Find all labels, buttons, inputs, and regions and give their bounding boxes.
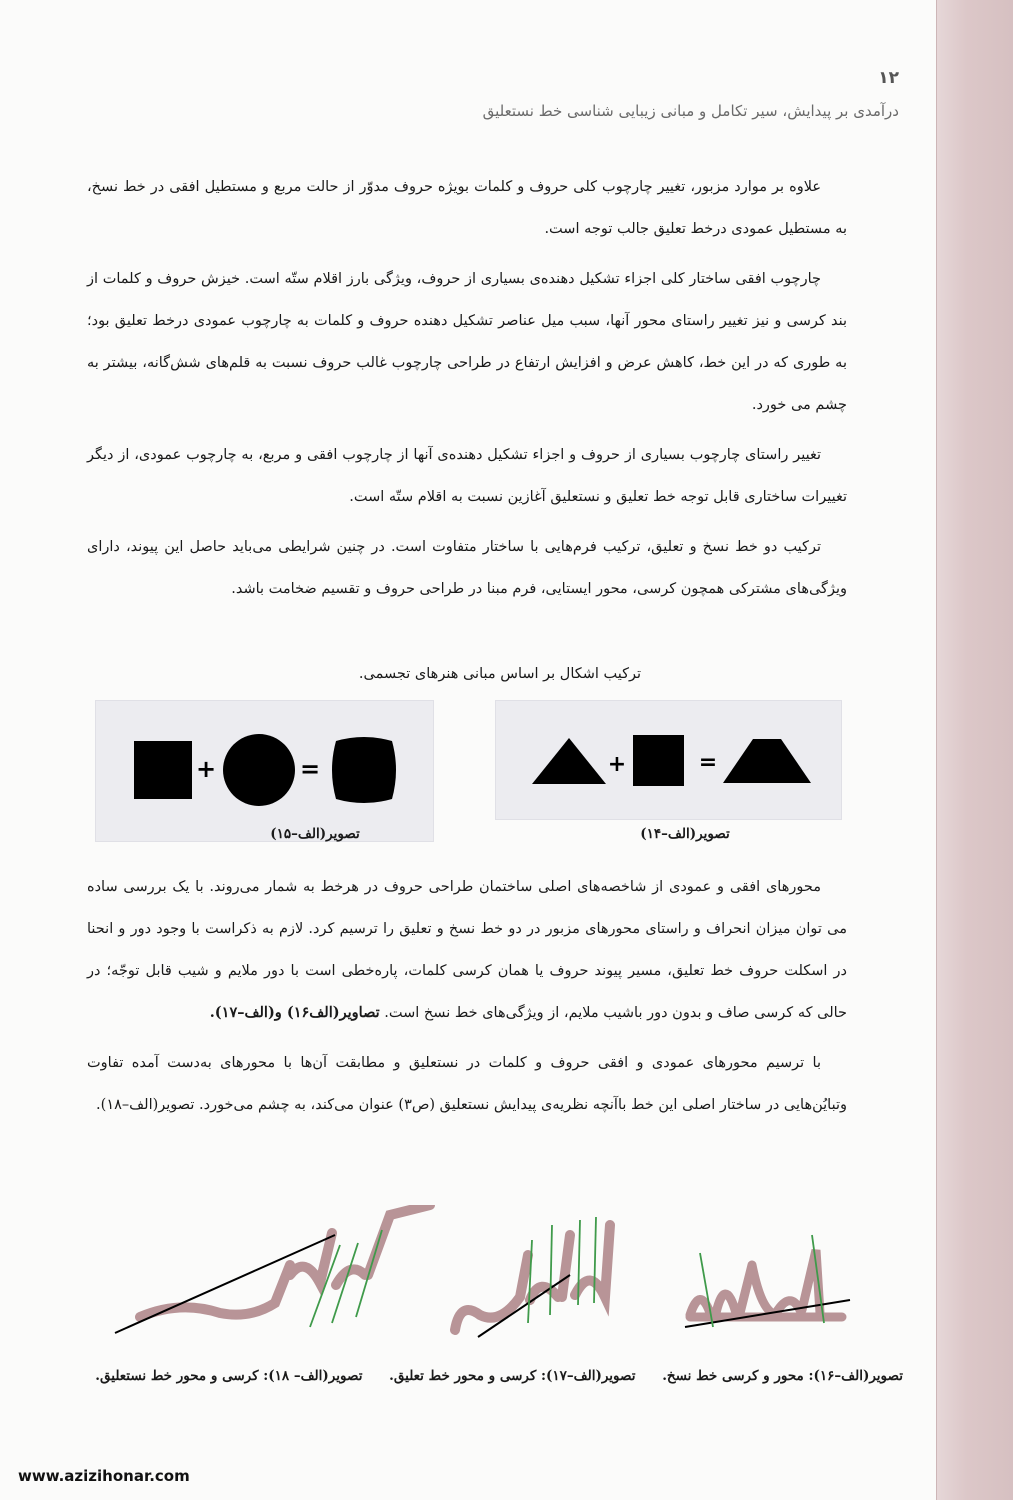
naskh-sample (685, 1235, 850, 1327)
footer-url[interactable]: www.azizihonar.com (18, 1467, 190, 1485)
figure-title: ترکیب اشکال بر اساس مبانی هنرهای تجسمی. (358, 666, 642, 682)
paragraph-5-reference: تصاویر(الف۱۶) و(الف–۱۷). (209, 1004, 380, 1021)
caption-16: تصویر(الف–۱۶): محور و کرسی خط نسخ. (662, 1368, 903, 1384)
nastaliq-sample (115, 1205, 430, 1333)
taliq-sample (455, 1217, 610, 1337)
paragraph-5-text: محورهای افقی و عمودی از شاخصه‌های اصلی ساختمان طراحی حروف در هرخط به شمار می‌روند. با یک بررسی ساده می توان میزان انحراف و راستای محورهای مزبور در دو خط نسخ و تعلیق را ترسیم کرد. لازم به ذکراست با وجود دور و انحنا در اسکلت حروف خط تعلیق، مسیر پیوند حروف یا همان کرسی کلمات، پاره‌خطی است با دور ملایم و شیب قابل توجّه؛ در حالی که کرسی صاف و بدون دور باشیب ملایم، از ویژگی‌های خط نسخ است. (87, 879, 847, 1021)
paragraph-5 (87, 866, 847, 1034)
equals-sign: = (698, 750, 718, 775)
body-text-top (87, 166, 847, 618)
plus-sign: + (195, 755, 217, 783)
rounded-square-shape (332, 737, 396, 803)
trapezoid-shape (723, 739, 811, 783)
square-shape (134, 741, 192, 799)
caption-18: تصویر(الف– ۱۸): کرسی و محور خط نستعلیق. (95, 1368, 363, 1384)
page-number: ۱۲ (878, 68, 899, 88)
figure-panel-left (95, 700, 434, 842)
paragraph-6: با ترسیم محورهای عمودی و افقی حروف و کلمات در نستعلیق و مطابقت آن‌ها با محورهای به‌دست آمده تفاوت وتبایُن‌هایی در ساختار اصلی این خط باآنچه نظریه‌ی پیدایش نستعلیق (ص۳) عنوان می‌کند، به چشم می‌خورد. تصویر(الف–۱۸). (87, 1055, 847, 1113)
caption-17: تصویر(الف–۱۷): کرسی و محور خط تعلیق. (389, 1368, 636, 1384)
paragraph-4: ترکیب دو خط نسخ و تعلیق، ترکیب فرم‌هایی با ساختار متفاوت است. در چنین شرایطی می‌باید حاصل این پیوند، دارای ویژگی‌های مشترکی همچون کرسی، محور ایستایی، فرم مبنا در طراحی حروف و تقسیم ضخامت باشد. (87, 539, 847, 597)
shape-combination-left (96, 701, 433, 841)
square-shape (633, 735, 684, 786)
paragraph-1: علاوه بر موارد مزبور، تغییر چارچوب کلی حروف و کلمات بویژه حروف مدوّر از حالت مربع و مستطیل افقی در خط نسخ، به مستطیل عمودی درخط تعلیق جالب توجه است. (87, 179, 847, 237)
running-header: درآمدی بر پیدایش، سیر تکامل و مبانی زیبایی شناسی خط نستعلیق (482, 102, 899, 120)
figure-panel-right (495, 700, 842, 820)
plus-sign: + (607, 752, 627, 777)
calligraphy-samples (100, 1205, 860, 1345)
body-text-bottom (87, 866, 847, 1134)
triangle-shape (532, 738, 606, 784)
shape-combination-right (496, 701, 841, 819)
figure-caption-14: تصویر(الف–۱۴) (640, 826, 730, 842)
circle-shape (223, 734, 295, 806)
figure-caption-15: تصویر(الف–۱۵) (270, 826, 360, 842)
paragraph-2: چارچوب افقی ساختار کلی اجزاء تشکیل دهنده‌ی بسیاری از حروف، ویژگی بارز اقلام ستّه است. خیزش حروف و کلمات از بند کرسی و نیز تغییر راستای محور آنها، سبب میل عناصر تشکیل دهنده حروف و کلمات به چارچوب عمودی درخط تعلیق بود؛ به طوری که در این خط، کاهش عرض و افزایش ارتفاع در طراحی چارچوب غالب حروف نسبت به قلم‌های شش‌گانه، بیشتر به چشم می خورد. (87, 271, 847, 413)
calligraphy-captions (95, 1368, 903, 1384)
paragraph-3: تغییر راستای چارچوب بسیاری از حروف و اجزاء تشکیل دهنده‌ی آنها از چارچوب افقی و مربع، به چارچوب عمودی، از دیگر تغییرات ساختاری قابل توجه خط تعلیق و نستعلیق آغازین نسبت به اقلام ستّه است. (87, 447, 847, 505)
equals-sign: = (299, 755, 321, 783)
page-edge-band (936, 0, 1013, 1500)
